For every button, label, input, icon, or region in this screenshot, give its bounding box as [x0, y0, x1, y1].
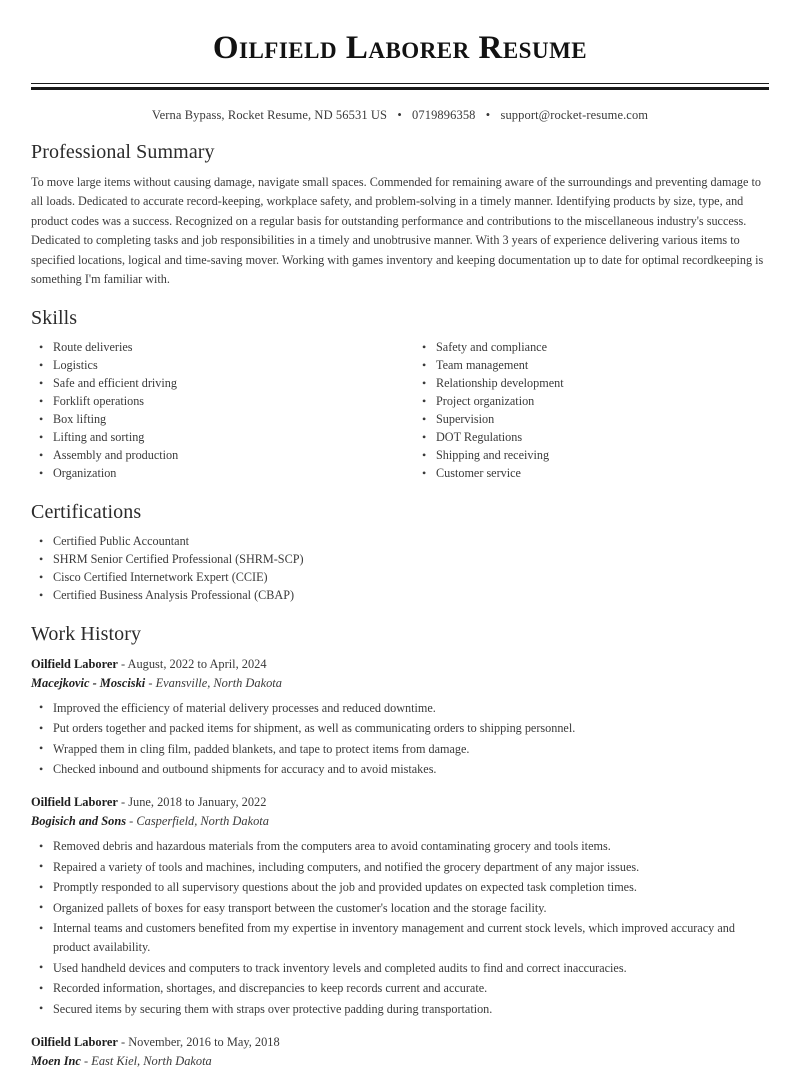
job-location: Casperfield, North Dakota [136, 814, 269, 829]
resume-header [31, 0, 769, 123]
contact-address: Verna Bypass, Rocket Resume, ND 56531 US [151, 107, 388, 122]
list-item: • Improved the efficiency of material delivery processes and reduced downtime. [31, 699, 769, 718]
skills-list-right [414, 339, 769, 483]
list-item: • DOT Regulations [414, 429, 769, 447]
list-item: • Internal teams and customers benefited from my expertise in inventory management and current stock levels, which improved accuracy and product availability. [31, 919, 769, 957]
header-divider [31, 83, 769, 90]
list-item: • Repaired a variety of tools and machines, including computers, and notified the grocery department of any major issues. [31, 858, 769, 877]
page-title: Oilfield Laborer Resume [212, 30, 588, 66]
skills-list-left [31, 339, 400, 483]
list-item: • Supervision [414, 411, 769, 429]
list-item: • Lifting and sorting [31, 429, 400, 447]
section-heading-skills: Skills [31, 307, 78, 330]
divider-line-bottom [31, 87, 769, 90]
job-company-line [31, 812, 769, 830]
certifications-list [31, 533, 769, 605]
contact-line [31, 108, 769, 123]
list-item: • Safety and compliance [414, 339, 769, 357]
list-item: • SHRM Senior Certified Professional (SHRM-SCP) [31, 551, 769, 569]
contact-separator-2: • [485, 107, 491, 122]
job-responsibilities-list [31, 699, 769, 780]
job-dates: August, 2022 to April, 2024 [127, 656, 267, 671]
section-heading-certifications: Certifications [31, 501, 142, 524]
section-heading-summary: Professional Summary [31, 140, 215, 163]
job-company: Bogisich and Sons [31, 814, 127, 829]
list-item: • Used handheld devices and computers to track inventory levels and completed audits to find and correct inaccuracies. [31, 959, 769, 978]
job-location: Evansville, North Dakota [155, 675, 282, 690]
job-location: East Kiel, North Dakota [91, 1053, 212, 1068]
list-item: • Put orders together and packed items for shipment, as well as communicating orders to shipping personnel. [31, 719, 769, 738]
list-item: • Removed debris and hazardous materials from the computers area to avoid contaminating grocery and tools items. [31, 837, 769, 856]
job-title-line [31, 793, 769, 811]
list-item: • Promptly responded to all supervisory questions about the job and provided updates on expected task completion times. [31, 878, 769, 897]
job-role: Oilfield Laborer [31, 1034, 118, 1049]
list-item: • Cisco Certified Internetwork Expert (CCIE) [31, 569, 769, 587]
list-item: • Assembly and production [31, 447, 400, 465]
job-title-line [31, 1033, 769, 1051]
job-role: Oilfield Laborer [31, 795, 118, 810]
list-item: • Organized pallets of boxes for easy transport between the customer's location and the storage facility. [31, 899, 769, 918]
section-certifications [31, 500, 769, 605]
section-professional-summary [31, 140, 769, 289]
work-history-entry [31, 1033, 769, 1070]
list-item: • Wrapped them in cling film, padded blankets, and tape to protect items from damage. [31, 740, 769, 759]
job-company-line [31, 674, 769, 692]
skills-column-right [400, 339, 769, 483]
job-dash: - [120, 795, 126, 810]
job-company: Moen Inc [31, 1053, 81, 1068]
job-title-line [31, 655, 769, 673]
list-item: • Certified Business Analysis Professional (CBAP) [31, 587, 769, 605]
list-item: • Box lifting [31, 411, 400, 429]
job-dash: - [148, 675, 153, 690]
skills-columns [31, 339, 769, 483]
list-item: • Recorded information, shortages, and discrepancies to keep records current and accurate. [31, 979, 769, 998]
section-work-history [31, 622, 769, 1070]
list-item: • Route deliveries [31, 339, 400, 357]
list-item: • Certified Public Accountant [31, 533, 769, 551]
job-dash: - [129, 814, 134, 829]
list-item: • Project organization [414, 393, 769, 411]
job-dates: June, 2018 to January, 2022 [128, 795, 267, 810]
job-role: Oilfield Laborer [31, 656, 118, 671]
list-item: • Forklift operations [31, 393, 400, 411]
list-item: • Safe and efficient driving [31, 375, 400, 393]
work-history-entry [31, 793, 769, 1019]
list-item: • Customer service [414, 465, 769, 483]
work-history-entry [31, 655, 769, 780]
list-item: • Team management [414, 357, 769, 375]
contact-separator-1: • [397, 107, 402, 122]
contact-phone: 0719896358 [412, 107, 476, 122]
job-company-line [31, 1052, 769, 1070]
section-skills [31, 306, 769, 483]
job-responsibilities-list [31, 837, 769, 1019]
job-dash: - [120, 656, 126, 671]
job-dash: - [120, 1034, 126, 1049]
summary-paragraph: To move large items without causing damage, navigate small spaces. Commended for remaining aware of the surroundings and preventing damage to all loads. Dedicated to accurate record-keeping, workplace safety, and problem-solving in a timely manner. Identifying products by size, type, and product codes was a success. Recognized on a regular basis for outstanding performance and contributions to the miscellaneous industry's success. Dedicated to completing tasks and job responsibilities in a timely and unobtrusive manner. With 3 years of experience delivering various items to specified locations, logical and time-saving mover. Working with games inventory and keeping documentation up to date for optimal recordkeeping is something I'm familiar with. [31, 174, 764, 286]
job-dates: November, 2016 to May, 2018 [128, 1034, 280, 1049]
list-item: • Secured items by securing them with straps over protective padding during transportation. [31, 1000, 769, 1019]
list-item: • Checked inbound and outbound shipments for accuracy and to avoid mistakes. [31, 760, 769, 779]
skills-column-left [31, 339, 400, 483]
list-item: • Organization [31, 465, 400, 483]
list-item: • Relationship development [414, 375, 769, 393]
list-item: • Logistics [31, 357, 400, 375]
contact-email: support@rocket-resume.com [500, 107, 649, 122]
job-dash: - [84, 1053, 89, 1068]
list-item: • Shipping and receiving [414, 447, 769, 465]
job-company: Macejkovic - Mosciski [31, 675, 146, 690]
section-heading-work-history: Work History [31, 622, 142, 645]
